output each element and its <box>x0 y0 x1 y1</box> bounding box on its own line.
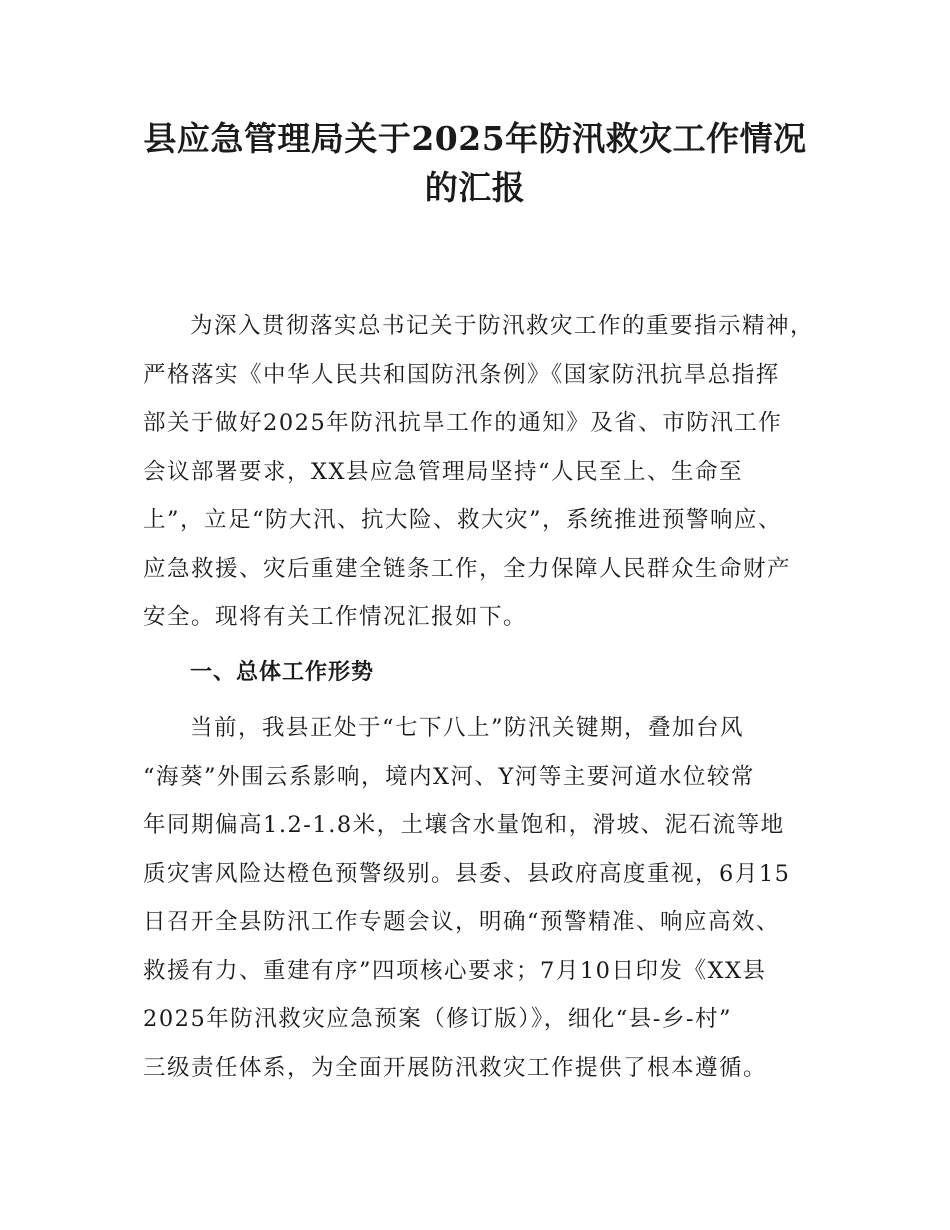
intro-paragraph-line: 上”，立足“防大汛、抗大险、救大灾”，系统推进预警响应、 <box>143 507 783 533</box>
intro-paragraph-line: 应急救援、灾后重建全链条工作，全力保障人民群众生命财产 <box>143 555 792 582</box>
section-paragraph-line: “海葵”外围云系影响，境内X河、Y河等主要河道水位较常 <box>143 763 755 790</box>
section-paragraph-line: 三级责任体系，为全面开展防汛救灾工作提供了根本遵循。 <box>143 1054 768 1081</box>
section-heading: 一、总体工作形势 <box>190 659 375 685</box>
document-title-line-2: 的汇报 <box>424 168 526 207</box>
section-paragraph-line: 救援有力、重建有序”四项核心要求；7月10日印发《XX县 <box>143 957 767 984</box>
section-paragraph-line: 日召开全县防汛工作专题会议，明确“预警精准、响应高效、 <box>143 909 781 935</box>
intro-paragraph-line: 部关于做好2025年防汛抗旱工作的通知》及省、市防汛工作 <box>143 410 783 436</box>
document-body <box>143 302 843 1092</box>
intro-paragraph-line: 为深入贯彻落实总书记关于防汛救灾工作的重要指示精神， <box>190 313 815 339</box>
document-title-line-1: 县应急管理局关于2025年防汛救灾工作情况 <box>143 119 807 158</box>
intro-paragraph-line: 严格落实《中华人民共和国防汛条例》《国家防汛抗旱总指挥 <box>143 361 780 388</box>
section-paragraph-line: 当前，我县正处于“七下八上”防汛关键期，叠加台风 <box>190 715 745 741</box>
intro-paragraph-line: 安全。现将有关工作情况汇报如下。 <box>143 604 528 630</box>
section-paragraph-line: 2025年防汛救灾应急预案（修订版）》，细化“县-乡-村” <box>143 1006 732 1032</box>
section-paragraph-line: 年同期偏高1.2-1.8米，土壤含水量饱和，滑坡、泥石流等地 <box>143 812 785 838</box>
intro-paragraph-line: 会议部署要求，XX县应急管理局坚持“人民至上、生命至 <box>143 458 744 485</box>
section-paragraph-line: 质灾害风险达橙色预警级别。县委、县政府高度重视，6月15 <box>143 860 791 887</box>
